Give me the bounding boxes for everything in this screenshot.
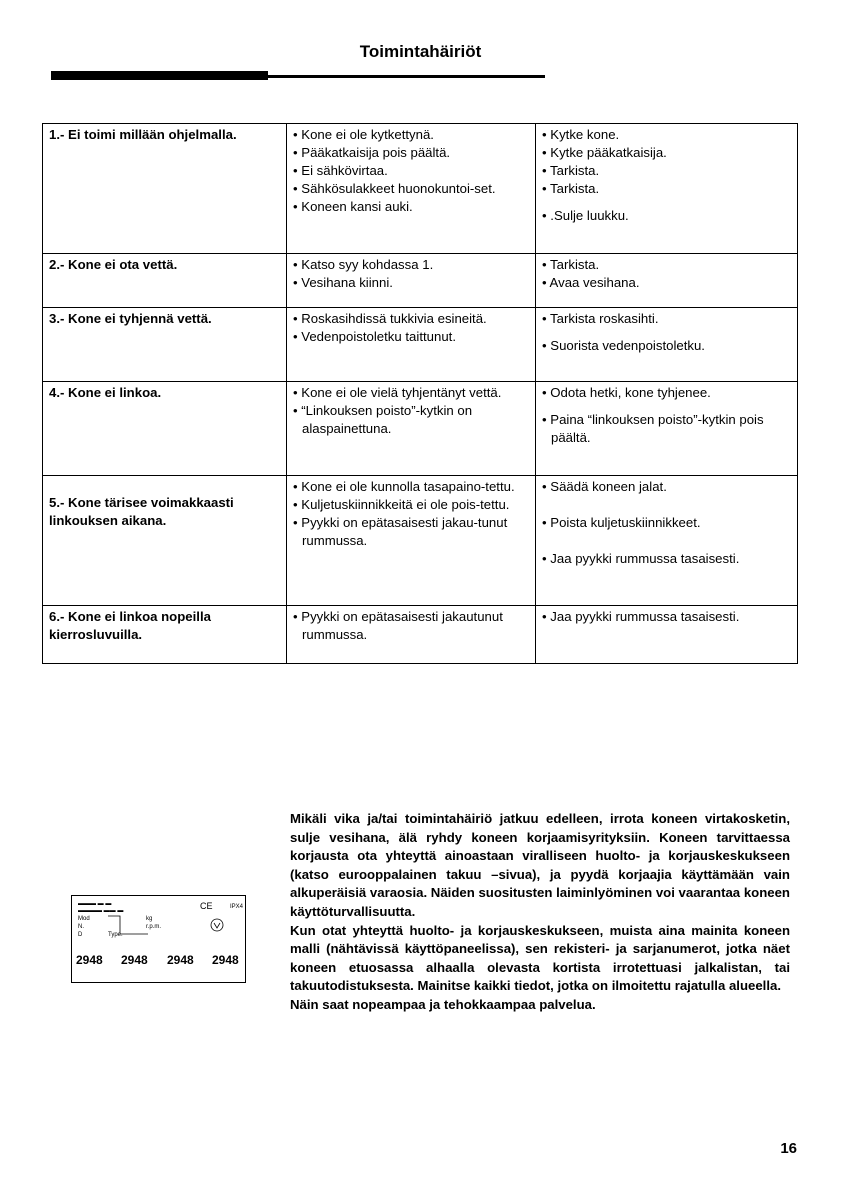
causes-cell (287, 308, 536, 382)
remedies-cell (536, 606, 798, 664)
plate-n-label: N. (78, 924, 84, 930)
remedy-item: • Säädä koneen jalat. (542, 479, 667, 494)
table-row (43, 308, 798, 382)
cause-item: • Kone ei ole kytkettynä. (293, 127, 434, 142)
notice-paragraph: Näin saat nopeampaa ja tehokkaampaa palvelua. (290, 996, 596, 1012)
approval-mark-icon (210, 918, 224, 932)
plate-rpm-label: r.p.m. (146, 924, 162, 930)
service-notice (290, 810, 790, 1015)
remedy-item: • Odota hetki, kone tyhjenee. (542, 385, 711, 400)
problem-cell: 3.- Kone ei tyhjennä vettä. (43, 308, 287, 382)
plate-fine-print: ▬▬▬ ▬ ▬ ▬▬▬▬ ▬▬ ▬ (78, 901, 124, 914)
page-title: Toimintahäiriöt (359, 42, 482, 61)
cause-item: • Kone ei ole vielä tyhjentänyt vettä. (293, 385, 502, 400)
plate-d-label: D (78, 932, 83, 938)
remedy-item: • Kytke pääkatkaisija. (542, 145, 667, 160)
remedy-item: • Avaa vesihana. (542, 275, 640, 290)
cause-item: • Sähkösulakkeet huonokuntoi-set. (293, 181, 496, 196)
serial-number: 2948 (76, 953, 103, 967)
problem-text: 5.- Kone tärisee voimakkaasti linkouksen aikana. (49, 495, 234, 528)
remedies-cell (536, 124, 798, 254)
cause-item: • Ei sähkövirtaa. (293, 163, 388, 178)
problem-cell: 6.- Kone ei linkoa nopeilla kierrosluvuilla. (43, 606, 287, 664)
remedy-item: • Jaa pyykki rummussa tasaisesti. (542, 609, 740, 624)
remedy-item: • Kytke kone. (542, 127, 620, 142)
remedy-item: • Poista kuljetuskiinnikkeet. (542, 515, 701, 530)
plate-type-label: Type. (108, 932, 123, 938)
remedy-item: • Tarkista. (542, 181, 600, 196)
causes-cell (287, 382, 536, 476)
remedies-cell (536, 476, 798, 606)
ce-mark: CE (200, 901, 213, 911)
notice-paragraph: Mikäli vika ja/tai toimintahäiriö jatkuu edelleen, irrota koneen virtakosketin, sulje vesihana, älä ryhdy koneen korjaamisyrityksiin. Koneen tarvittaessa korjausta ota yhteyttä ainoastaan viralliseen huolto- ja korjauskeskukseen (katso eurooppalainen takuu –sivua), ja pyydä korjaajia käyttämään vain alkuperäisiä varaosia. Näiden suositusten laiminlyöminen voi vaarantaa koneen käyttöturvallisuutta. (290, 811, 790, 919)
table-row (43, 124, 798, 254)
cause-item: • Pääkatkaisija pois päältä. (293, 145, 451, 160)
remedy-item: • Tarkista roskasihti. (542, 311, 659, 326)
remedy-item: • Paina “linkouksen poisto”-kytkin pois päältä. (542, 412, 764, 445)
remedies-cell (536, 382, 798, 476)
cause-item: • Pyykki on epätasaisesti jakautunut rummussa. (293, 609, 503, 642)
cause-item: • Vedenpoistoletku taittunut. (293, 329, 456, 344)
causes-cell (287, 124, 536, 254)
rating-plate-illustration (71, 895, 246, 983)
faults-table (42, 123, 798, 664)
remedy-item: • Suorista vedenpoistoletku. (542, 338, 705, 353)
cause-item: • Vesihana kiinni. (293, 275, 393, 290)
remedy-item: • Tarkista. (542, 257, 600, 272)
table-row (43, 382, 798, 476)
table-row (43, 606, 798, 664)
table-row (43, 254, 798, 308)
causes-cell (287, 254, 536, 308)
cause-item: • Kuljetuskiinnikkeitä ei ole pois-tettu. (293, 497, 510, 512)
plate-kg-label: kg (146, 916, 153, 922)
serial-number: 2948 (167, 953, 194, 967)
plate-frame-line (108, 914, 148, 936)
causes-cell (287, 476, 536, 606)
serial-number: 2948 (121, 953, 148, 967)
cause-item: • Kone ei ole kunnolla tasapaino-tettu. (293, 479, 515, 494)
plate-mod-label: Mod (78, 916, 90, 922)
remedy-item: • .Sulje luukku. (542, 208, 629, 223)
notice-paragraph: Kun otat yhteyttä huolto- ja korjauskeskukseen, muista aina mainita koneen malli (nähtävissä käyttöpaneelissa), sen rekisteri- ja sarjanumerot, jotka näet koneen etuosassa alhaalla olevasta kortista irrotettuasi jalkalistan, tai takuutodistuksesta. Mainitse kaikki tiedot, jotka on ilmoitettu rajatulla alueella. (290, 922, 790, 994)
remedy-item: • Tarkista. (542, 163, 600, 178)
problem-cell (43, 476, 287, 606)
remedy-item: • Jaa pyykki rummussa tasaisesti. (542, 551, 740, 566)
title-underline-thick (51, 71, 268, 80)
problem-cell: 2.- Kone ei ota vettä. (43, 254, 287, 308)
problem-cell: 1.- Ei toimi millään ohjelmalla. (43, 124, 287, 254)
remedies-cell (536, 254, 798, 308)
title-underline-thin (268, 75, 545, 78)
causes-cell (287, 606, 536, 664)
remedies-cell (536, 308, 798, 382)
serial-number: 2948 (212, 953, 239, 967)
plate-ipx-label: IPX4 (230, 904, 244, 910)
cause-item: • Pyykki on epätasaisesti jakau-tunut rummussa. (293, 515, 508, 548)
cause-item: • Roskasihdissä tukkivia esineitä. (293, 311, 487, 326)
problem-cell: 4.- Kone ei linkoa. (43, 382, 287, 476)
cause-item: • “Linkouksen poisto”-kytkin on alaspainettuna. (293, 403, 473, 436)
cause-item: • Katso syy kohdassa 1. (293, 257, 434, 272)
table-row (43, 476, 798, 606)
page-number: 16 (780, 1140, 797, 1157)
cause-item: • Koneen kansi auki. (293, 199, 413, 214)
